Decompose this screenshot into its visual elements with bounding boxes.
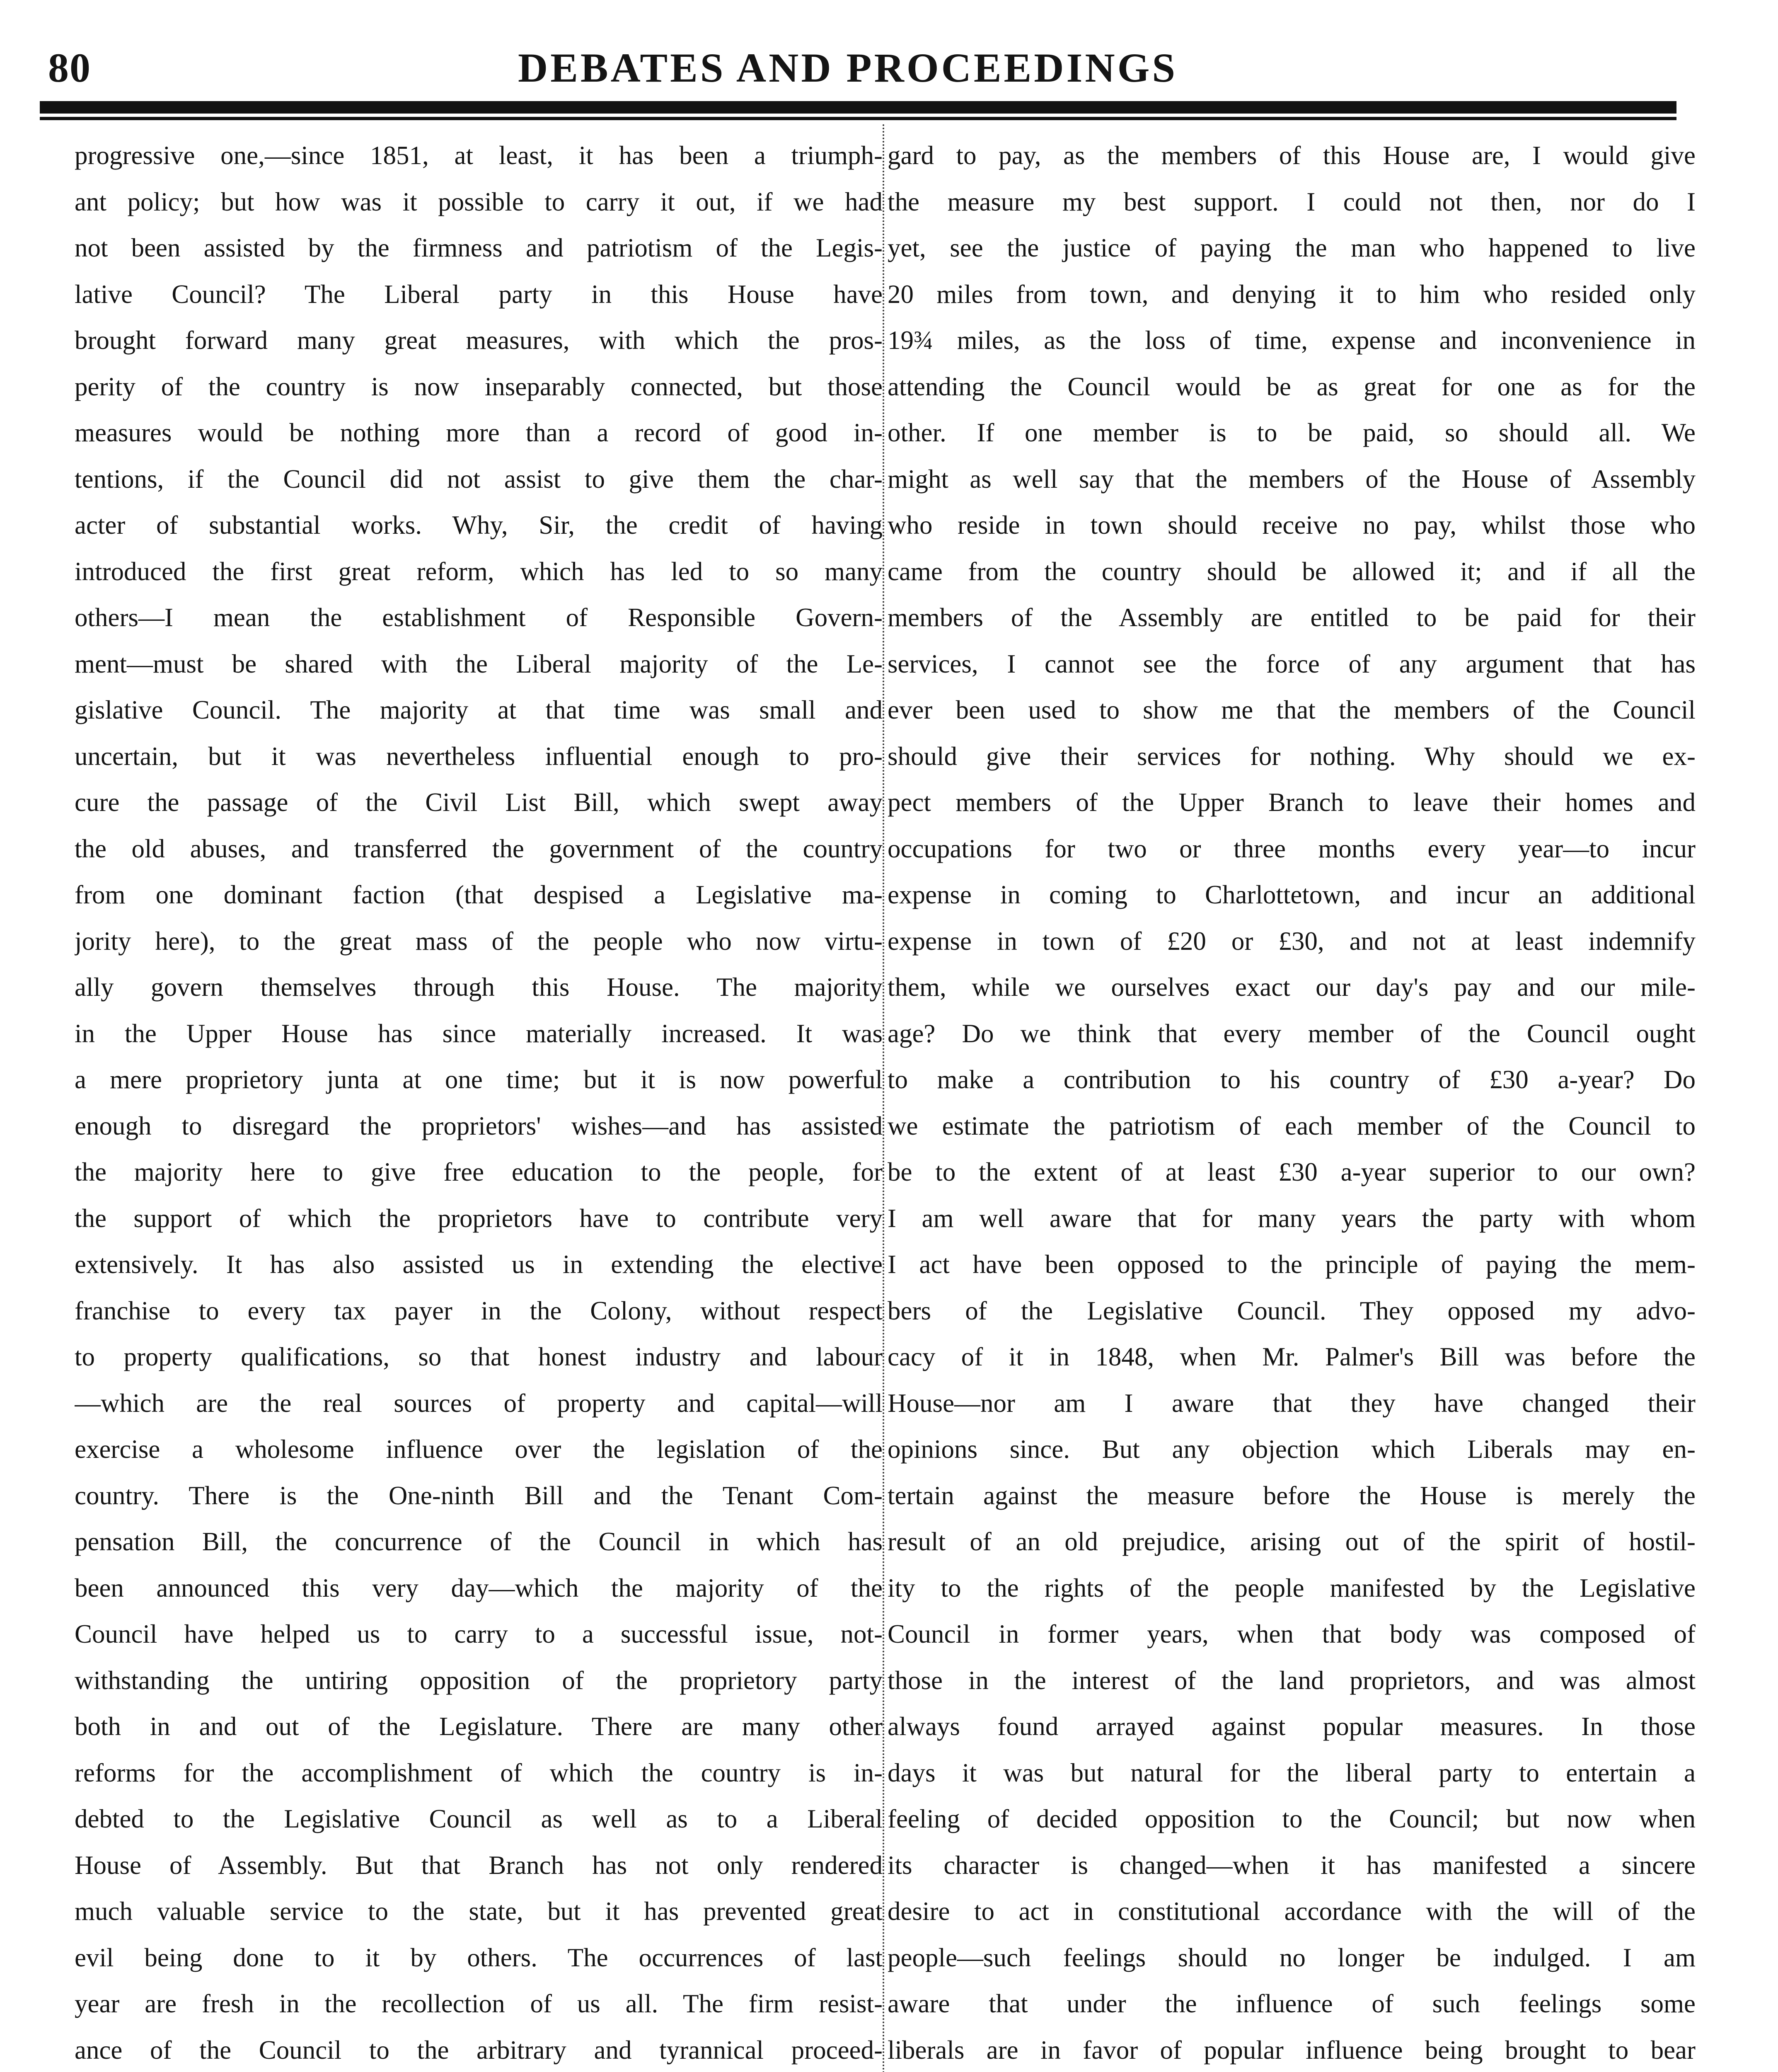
text-line: be to the extent of at least £30 a-year superior to our own? — [888, 1157, 1696, 1186]
text-line: pect members of the Upper Branch to leave their homes and — [888, 788, 1696, 817]
page-number: 80 — [48, 45, 91, 91]
text-line: the majority here to give free education to the people, for — [75, 1157, 883, 1186]
text-line: progressive one,—since 1851, at least, it has been a triumph- — [75, 141, 883, 170]
text-column-right — [888, 133, 1696, 2072]
text-line: people—such feelings should no longer be indulged. I am — [888, 1943, 1696, 1972]
text-line: others—I mean the establishment of Responsible Govern- — [75, 603, 883, 632]
text-line: from one dominant faction (that despised a Legislative ma- — [75, 880, 883, 909]
text-line: should give their services for nothing. Why should we ex- — [888, 741, 1696, 771]
text-line: ity to the rights of the people manifested by the Legislative — [888, 1573, 1696, 1602]
header-rule — [40, 101, 1676, 114]
text-line: attending the Council would be as great for one as for the — [888, 372, 1696, 401]
text-line: we estimate the patriotism of each member of the Council to — [888, 1111, 1696, 1140]
text-line: its character is changed—when it has manifested a sincere — [888, 1850, 1696, 1880]
text-line: withstanding the untiring opposition of the proprietory party — [75, 1665, 883, 1695]
text-line: exercise a wholesome influence over the legislation of the — [75, 1435, 883, 1464]
text-line: yet, see the justice of paying the man who happened to live — [888, 233, 1696, 262]
text-line: I act have been opposed to the principle of paying the mem- — [888, 1250, 1696, 1279]
text-line: lative Council? The Liberal party in this House have — [75, 279, 883, 309]
text-line: not been assisted by the firmness and patriotism of the Legis- — [75, 233, 883, 262]
text-line: Council have helped us to carry to a successful issue, not- — [75, 1619, 883, 1648]
text-line: ant policy; but how was it possible to carry it out, if we had — [75, 187, 883, 216]
page-header — [40, 40, 1656, 98]
column-divider — [883, 124, 884, 2072]
text-line: year are fresh in the recollection of us all. The firm resist- — [75, 1989, 883, 2018]
text-line: in the Upper House has since materially increased. It was — [75, 1019, 883, 1048]
text-line: gislative Council. The majority at that time was small and — [75, 695, 883, 724]
text-line: gard to pay, as the members of this House are, I would give — [888, 141, 1696, 170]
text-line: country. There is the One-ninth Bill and the Tenant Com- — [75, 1481, 883, 1510]
text-line: tertain against the measure before the House is merely the — [888, 1481, 1696, 1510]
text-line: who reside in town should receive no pay, whilst those who — [888, 511, 1696, 540]
text-line: ment—must be shared with the Liberal majority of the Le- — [75, 649, 883, 678]
running-title: DEBATES AND PROCEEDINGS — [518, 45, 1178, 91]
text-line: desire to act in constitutional accordance with the will of the — [888, 1897, 1696, 1926]
text-line: introduced the first great reform, which has led to so many — [75, 557, 883, 586]
text-line: Council in former years, when that body was composed of — [888, 1619, 1696, 1648]
text-line: ance of the Council to the arbitrary and tyrannical proceed- — [75, 2035, 883, 2065]
text-line: measures would be nothing more than a record of good in- — [75, 418, 883, 447]
text-line: age? Do we think that every member of the Council ought — [888, 1019, 1696, 1048]
text-line: members of the Assembly are entitled to be paid for their — [888, 603, 1696, 632]
text-line: much valuable service to the state, but it has prevented great — [75, 1897, 883, 1926]
text-line: the support of which the proprietors have to contribute very — [75, 1203, 883, 1233]
text-line: acter of substantial works. Why, Sir, the credit of having — [75, 511, 883, 540]
text-line: a mere proprietory junta at one time; but it is now powerful — [75, 1065, 883, 1094]
text-line: both in and out of the Legislature. There are many other — [75, 1712, 883, 1741]
text-line: the old abuses, and transferred the government of the country — [75, 834, 883, 863]
text-line: reforms for the accomplishment of which the country is in- — [75, 1758, 883, 1787]
text-line: —which are the real sources of property and capital—will — [75, 1388, 883, 1418]
text-line: 19¾ miles, as the loss of time, expense and inconvenience in — [888, 326, 1696, 355]
text-line: perity of the country is now inseparably connected, but those — [75, 372, 883, 401]
text-line: occupations for two or three months every year—to incur — [888, 834, 1696, 863]
text-line: to property qualifications, so that honest industry and labour — [75, 1342, 883, 1371]
text-line: expense in town of £20 or £30, and not at least indemnify — [888, 926, 1696, 956]
text-line: ever been used to show me that the members of the Council — [888, 695, 1696, 724]
text-line: result of an old prejudice, arising out of the spirit of hostil- — [888, 1527, 1696, 1556]
text-line: tentions, if the Council did not assist to give them the char- — [75, 464, 883, 494]
text-line: uncertain, but it was nevertheless influential enough to pro- — [75, 741, 883, 771]
text-line: evil being done to it by others. The occurrences of last — [75, 1943, 883, 1972]
text-line: ally govern themselves through this House. The majority — [75, 973, 883, 1002]
text-line: been announced this very day—which the majority of the — [75, 1573, 883, 1602]
text-line: aware that under the influence of such feelings some — [888, 1989, 1696, 2018]
text-line: days it was but natural for the liberal party to entertain a — [888, 1758, 1696, 1787]
text-line: came from the country should be allowed it; and if all the — [888, 557, 1696, 586]
text-line: the measure my best support. I could not then, nor do I — [888, 187, 1696, 216]
text-line: them, while we ourselves exact our day's pay and our mile- — [888, 973, 1696, 1002]
text-line: those in the interest of the land proprietors, and was almost — [888, 1665, 1696, 1695]
text-line: cacy of it in 1848, when Mr. Palmer's Bill was before the — [888, 1342, 1696, 1371]
text-column-left — [75, 133, 883, 2072]
text-line: bers of the Legislative Council. They opposed my advo- — [888, 1296, 1696, 1325]
text-line: opinions since. But any objection which Liberals may en- — [888, 1435, 1696, 1464]
text-line: feeling of decided opposition to the Council; but now when — [888, 1804, 1696, 1833]
text-line: other. If one member is to be paid, so should all. We — [888, 418, 1696, 447]
text-line: House of Assembly. But that Branch has not only rendered — [75, 1850, 883, 1880]
text-line: liberals are in favor of popular influence being brought to bear — [888, 2035, 1696, 2065]
text-line: expense in coming to Charlottetown, and incur an additional — [888, 880, 1696, 909]
text-line: extensively. It has also assisted us in extending the elective — [75, 1250, 883, 1279]
text-line: brought forward many great measures, with which the pros- — [75, 326, 883, 355]
text-line: 20 miles from town, and denying it to him who resided only — [888, 279, 1696, 309]
text-line: franchise to every tax payer in the Colony, without respect — [75, 1296, 883, 1325]
text-line: debted to the Legislative Council as well as to a Liberal — [75, 1804, 883, 1833]
text-line: pensation Bill, the concurrence of the Council in which has — [75, 1527, 883, 1556]
text-line: I am well aware that for many years the party with whom — [888, 1203, 1696, 1233]
text-line: services, I cannot see the force of any argument that has — [888, 649, 1696, 678]
text-line: to make a contribution to his country of £30 a-year? Do — [888, 1065, 1696, 1094]
header-rule-thin — [40, 117, 1676, 120]
text-line: cure the passage of the Civil List Bill, which swept away — [75, 788, 883, 817]
text-line: jority here), to the great mass of the people who now virtu- — [75, 926, 883, 956]
text-line: House—nor am I aware that they have changed their — [888, 1388, 1696, 1418]
text-line: enough to disregard the proprietors' wishes—and has assisted — [75, 1111, 883, 1140]
text-line: might as well say that the members of the House of Assembly — [888, 464, 1696, 494]
text-line: always found arrayed against popular measures. In those — [888, 1712, 1696, 1741]
